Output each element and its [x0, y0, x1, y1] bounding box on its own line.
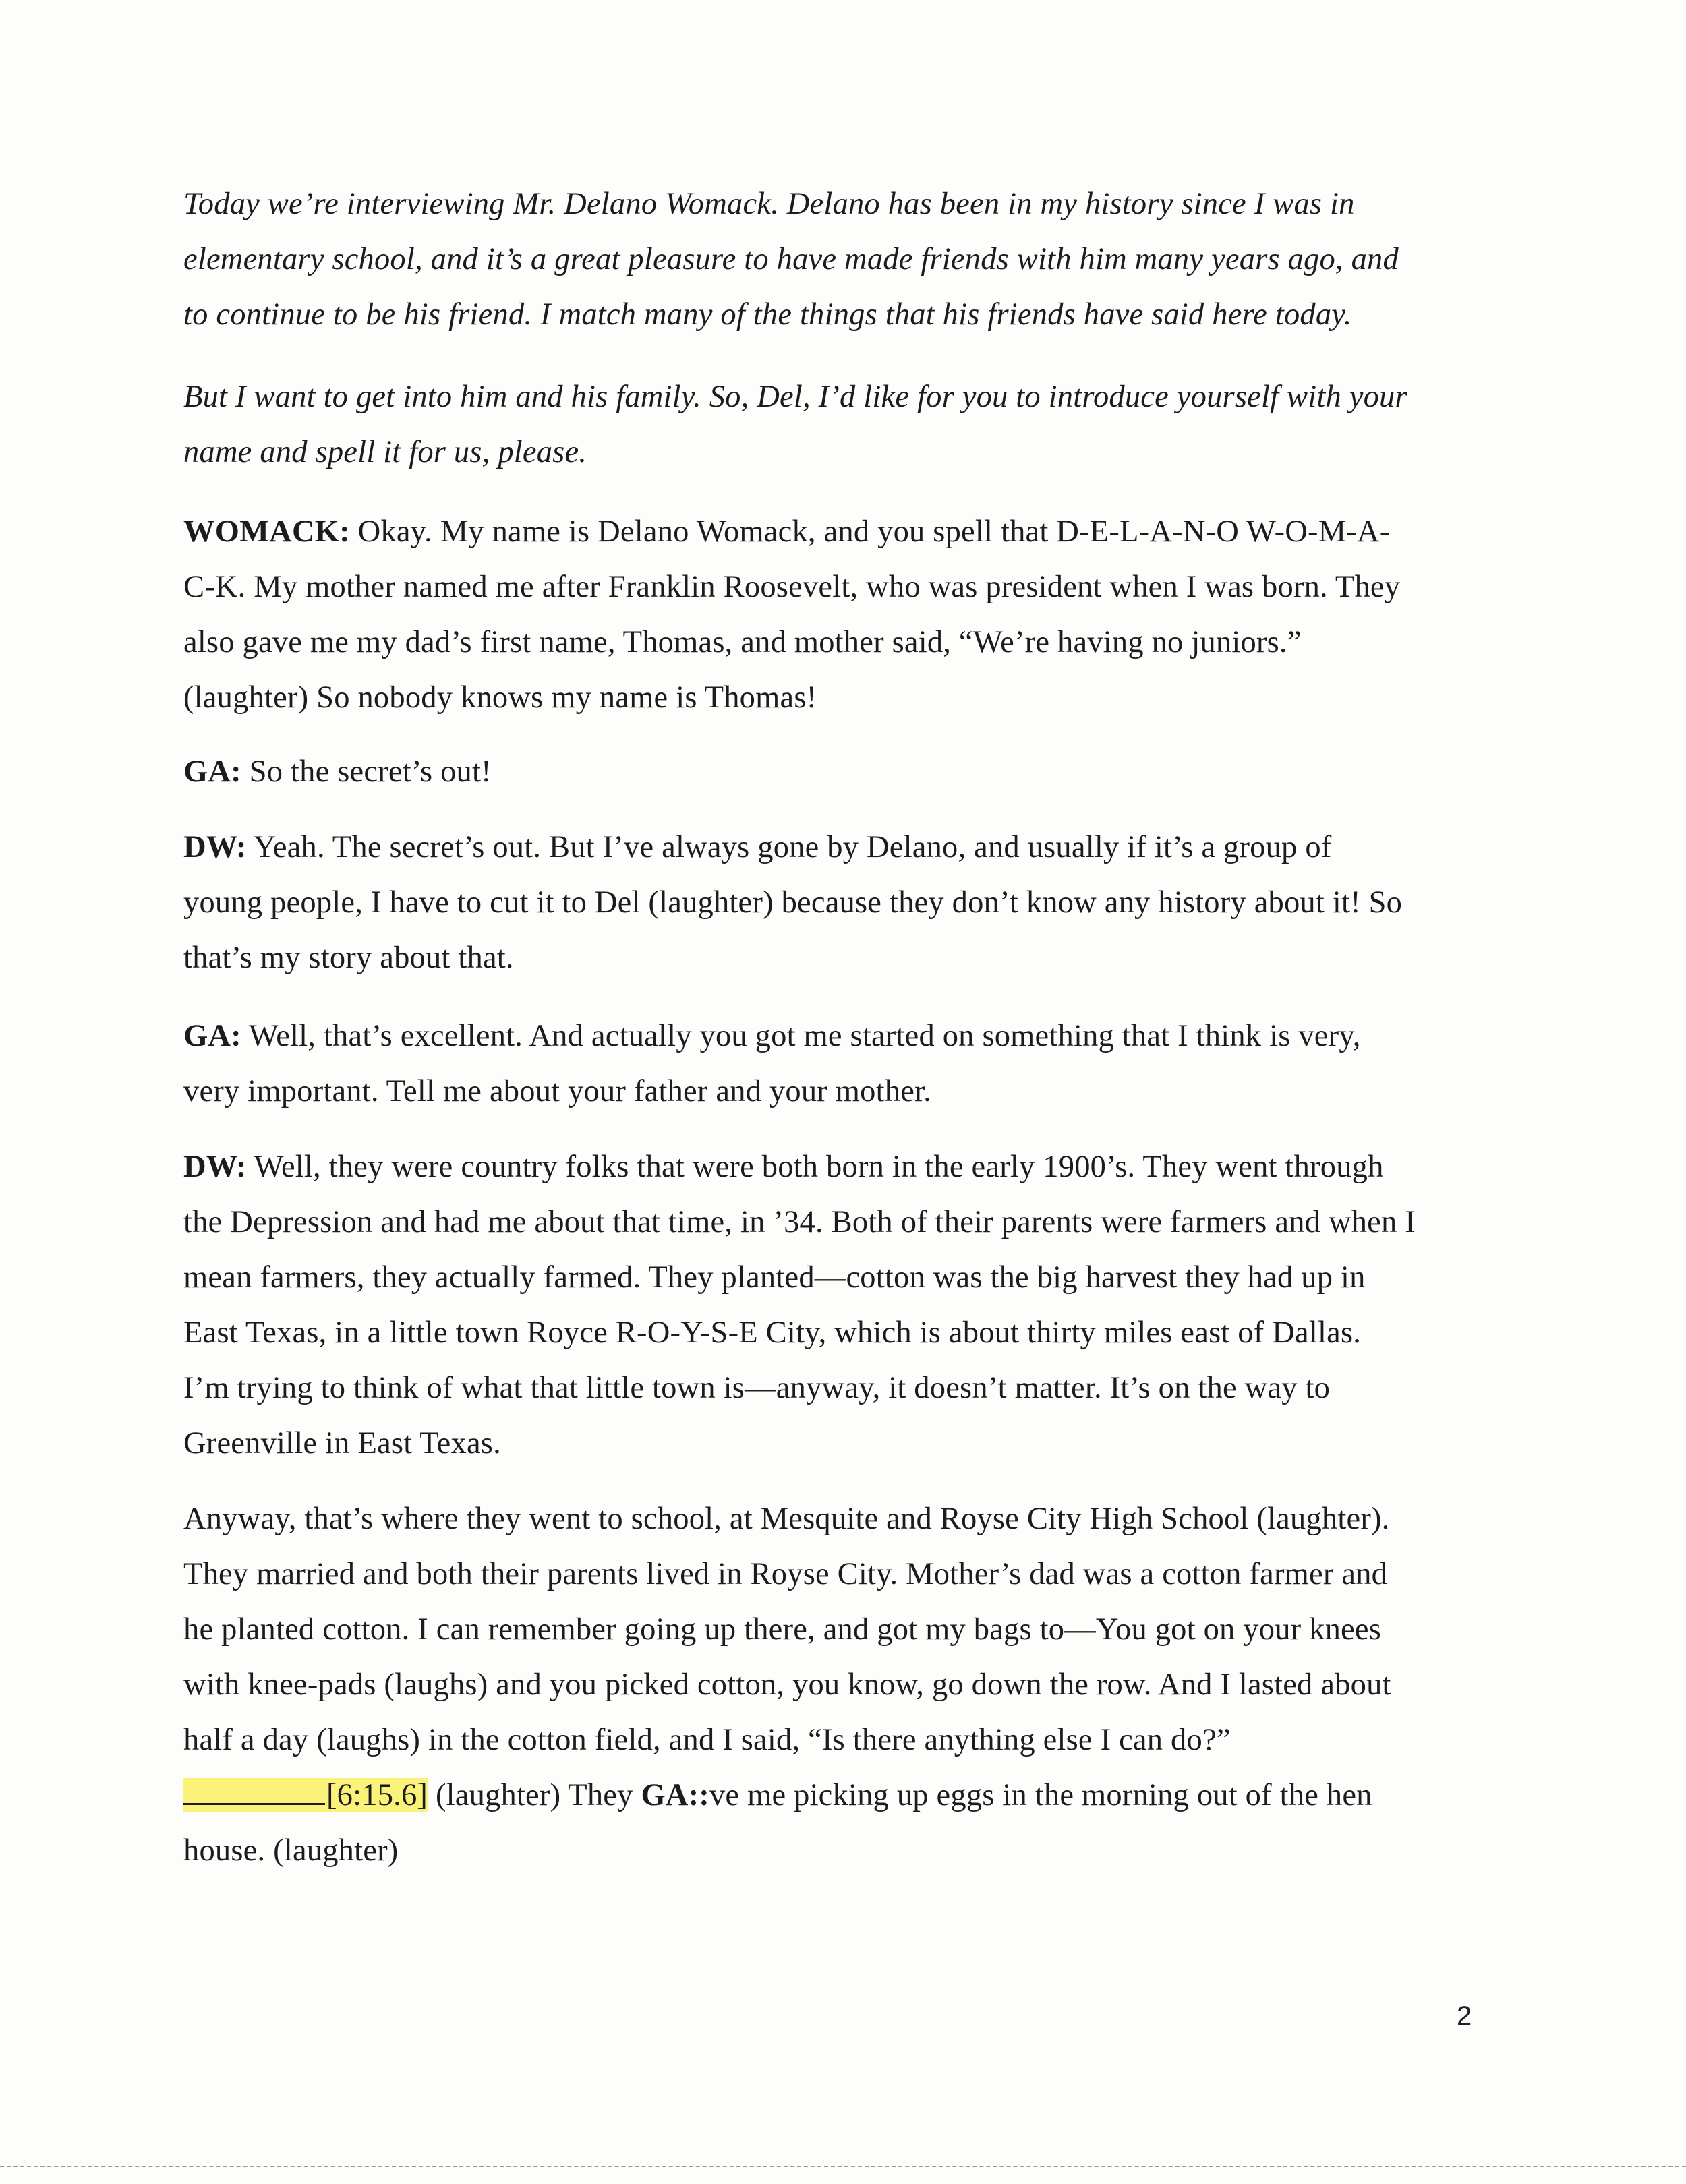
- text-line: very important. Tell me about your father and your mother.: [183, 1074, 931, 1109]
- anyway-paragraph: [183, 1492, 1485, 1879]
- text-line: (laughter) So nobody knows my name is Thomas!: [183, 680, 817, 715]
- text-line: East Texas, in a little town Royce R-O-Y-S-E City, which is about thirty miles east of Dallas.: [183, 1316, 1362, 1350]
- dw-paragraph-2: [183, 1140, 1485, 1471]
- text-line: I’m trying to think of what that little town is—anyway, it doesn’t matter. It’s on the way to: [183, 1371, 1331, 1405]
- intro-paragraph-2: [183, 370, 1485, 480]
- text-line: name and spell it for us, please.: [183, 435, 587, 469]
- text-line: mean farmers, they actually farmed. They planted—cotton was the big harvest they had up in: [183, 1260, 1366, 1295]
- ga-paragraph-2: [183, 1009, 1485, 1119]
- text-line: [183, 1768, 1485, 1823]
- text-line: Today we’re interviewing Mr. Delano Womack. Delano has been in my history since I was in: [183, 187, 1355, 221]
- text-run: ve me picking up eggs in the morning out of the hen: [709, 1778, 1372, 1812]
- timestamp: [6:15.6]: [326, 1778, 428, 1812]
- text-line: also gave me my dad’s first name, Thomas, and mother said, “We’re having no juniors.”: [183, 625, 1302, 659]
- speaker-label: GA:: [183, 755, 241, 789]
- speaker-label: WOMACK:: [183, 514, 350, 549]
- page-number: 2: [1457, 2001, 1472, 2031]
- text-run: Well, they were country folks that were both born in the early 1900’s. They went through: [246, 1150, 1384, 1184]
- womack-paragraph: [183, 504, 1485, 726]
- scan-edge-divider: [0, 2166, 1686, 2167]
- text-line: young people, I have to cut it to Del (laughter) because they don’t know any history about it! So: [183, 885, 1403, 920]
- text-run: Yeah. The secret’s out. But I’ve always gone by Delano, and usually if it’s a group of: [246, 830, 1332, 864]
- text-line: the Depression and had me about that time, in ’34. Both of their parents were farmers and when I: [183, 1205, 1416, 1239]
- intro-paragraph: [183, 177, 1485, 343]
- text-run: Okay. My name is Delano Womack, and you spell that D-E-L-A-N-O W-O-M-A-: [349, 514, 1391, 549]
- blank-underline: [183, 1776, 325, 1805]
- text-line: elementary school, and it’s a great pleasure to have made friends with him many years ago, and: [183, 242, 1399, 276]
- speaker-label: DW:: [183, 830, 247, 864]
- text-line: with knee-pads (laughs) and you picked cotton, you know, go down the row. And I lasted about: [183, 1667, 1391, 1702]
- speaker-label: DW:: [183, 1150, 247, 1184]
- text-run: So the secret’s out!: [241, 755, 492, 789]
- text-line: [183, 504, 1485, 560]
- ga-paragraph-1: [183, 744, 1485, 800]
- highlighted-timestamp: [183, 1778, 428, 1812]
- speaker-label: GA::: [641, 1778, 709, 1812]
- text-line: [183, 1009, 1485, 1064]
- text-line: to continue to be his friend. I match many of the things that his friends have said here today.: [183, 297, 1352, 332]
- text-line: Greenville in East Texas.: [183, 1426, 501, 1460]
- dw-paragraph-1: [183, 820, 1485, 986]
- text-run: (laughter) They: [428, 1778, 641, 1812]
- text-line: They married and both their parents lived in Royse City. Mother’s dad was a cotton farmer and: [183, 1557, 1388, 1591]
- text-line: Anyway, that’s where they went to school, at Mesquite and Royse City High School (laughter).: [183, 1502, 1390, 1536]
- text-run: Well, that’s excellent. And actually you got me started on something that I think is very,: [241, 1019, 1361, 1053]
- text-line: he planted cotton. I can remember going up there, and got my bags to—You got on your knees: [183, 1612, 1382, 1647]
- text-line: [183, 744, 1485, 800]
- text-line: [183, 820, 1485, 875]
- text-line: [183, 1140, 1485, 1195]
- text-line: house. (laughter): [183, 1833, 399, 1868]
- text-line: that’s my story about that.: [183, 941, 514, 975]
- speaker-label: GA:: [183, 1019, 241, 1053]
- text-line: C-K. My mother named me after Franklin Roosevelt, who was president when I was born. They: [183, 570, 1401, 604]
- text-line: half a day (laughs) in the cotton field, and I said, “Is there anything else I can do?”: [183, 1723, 1231, 1757]
- text-line: But I want to get into him and his family. So, Del, I’d like for you to introduce yourself with your: [183, 380, 1407, 414]
